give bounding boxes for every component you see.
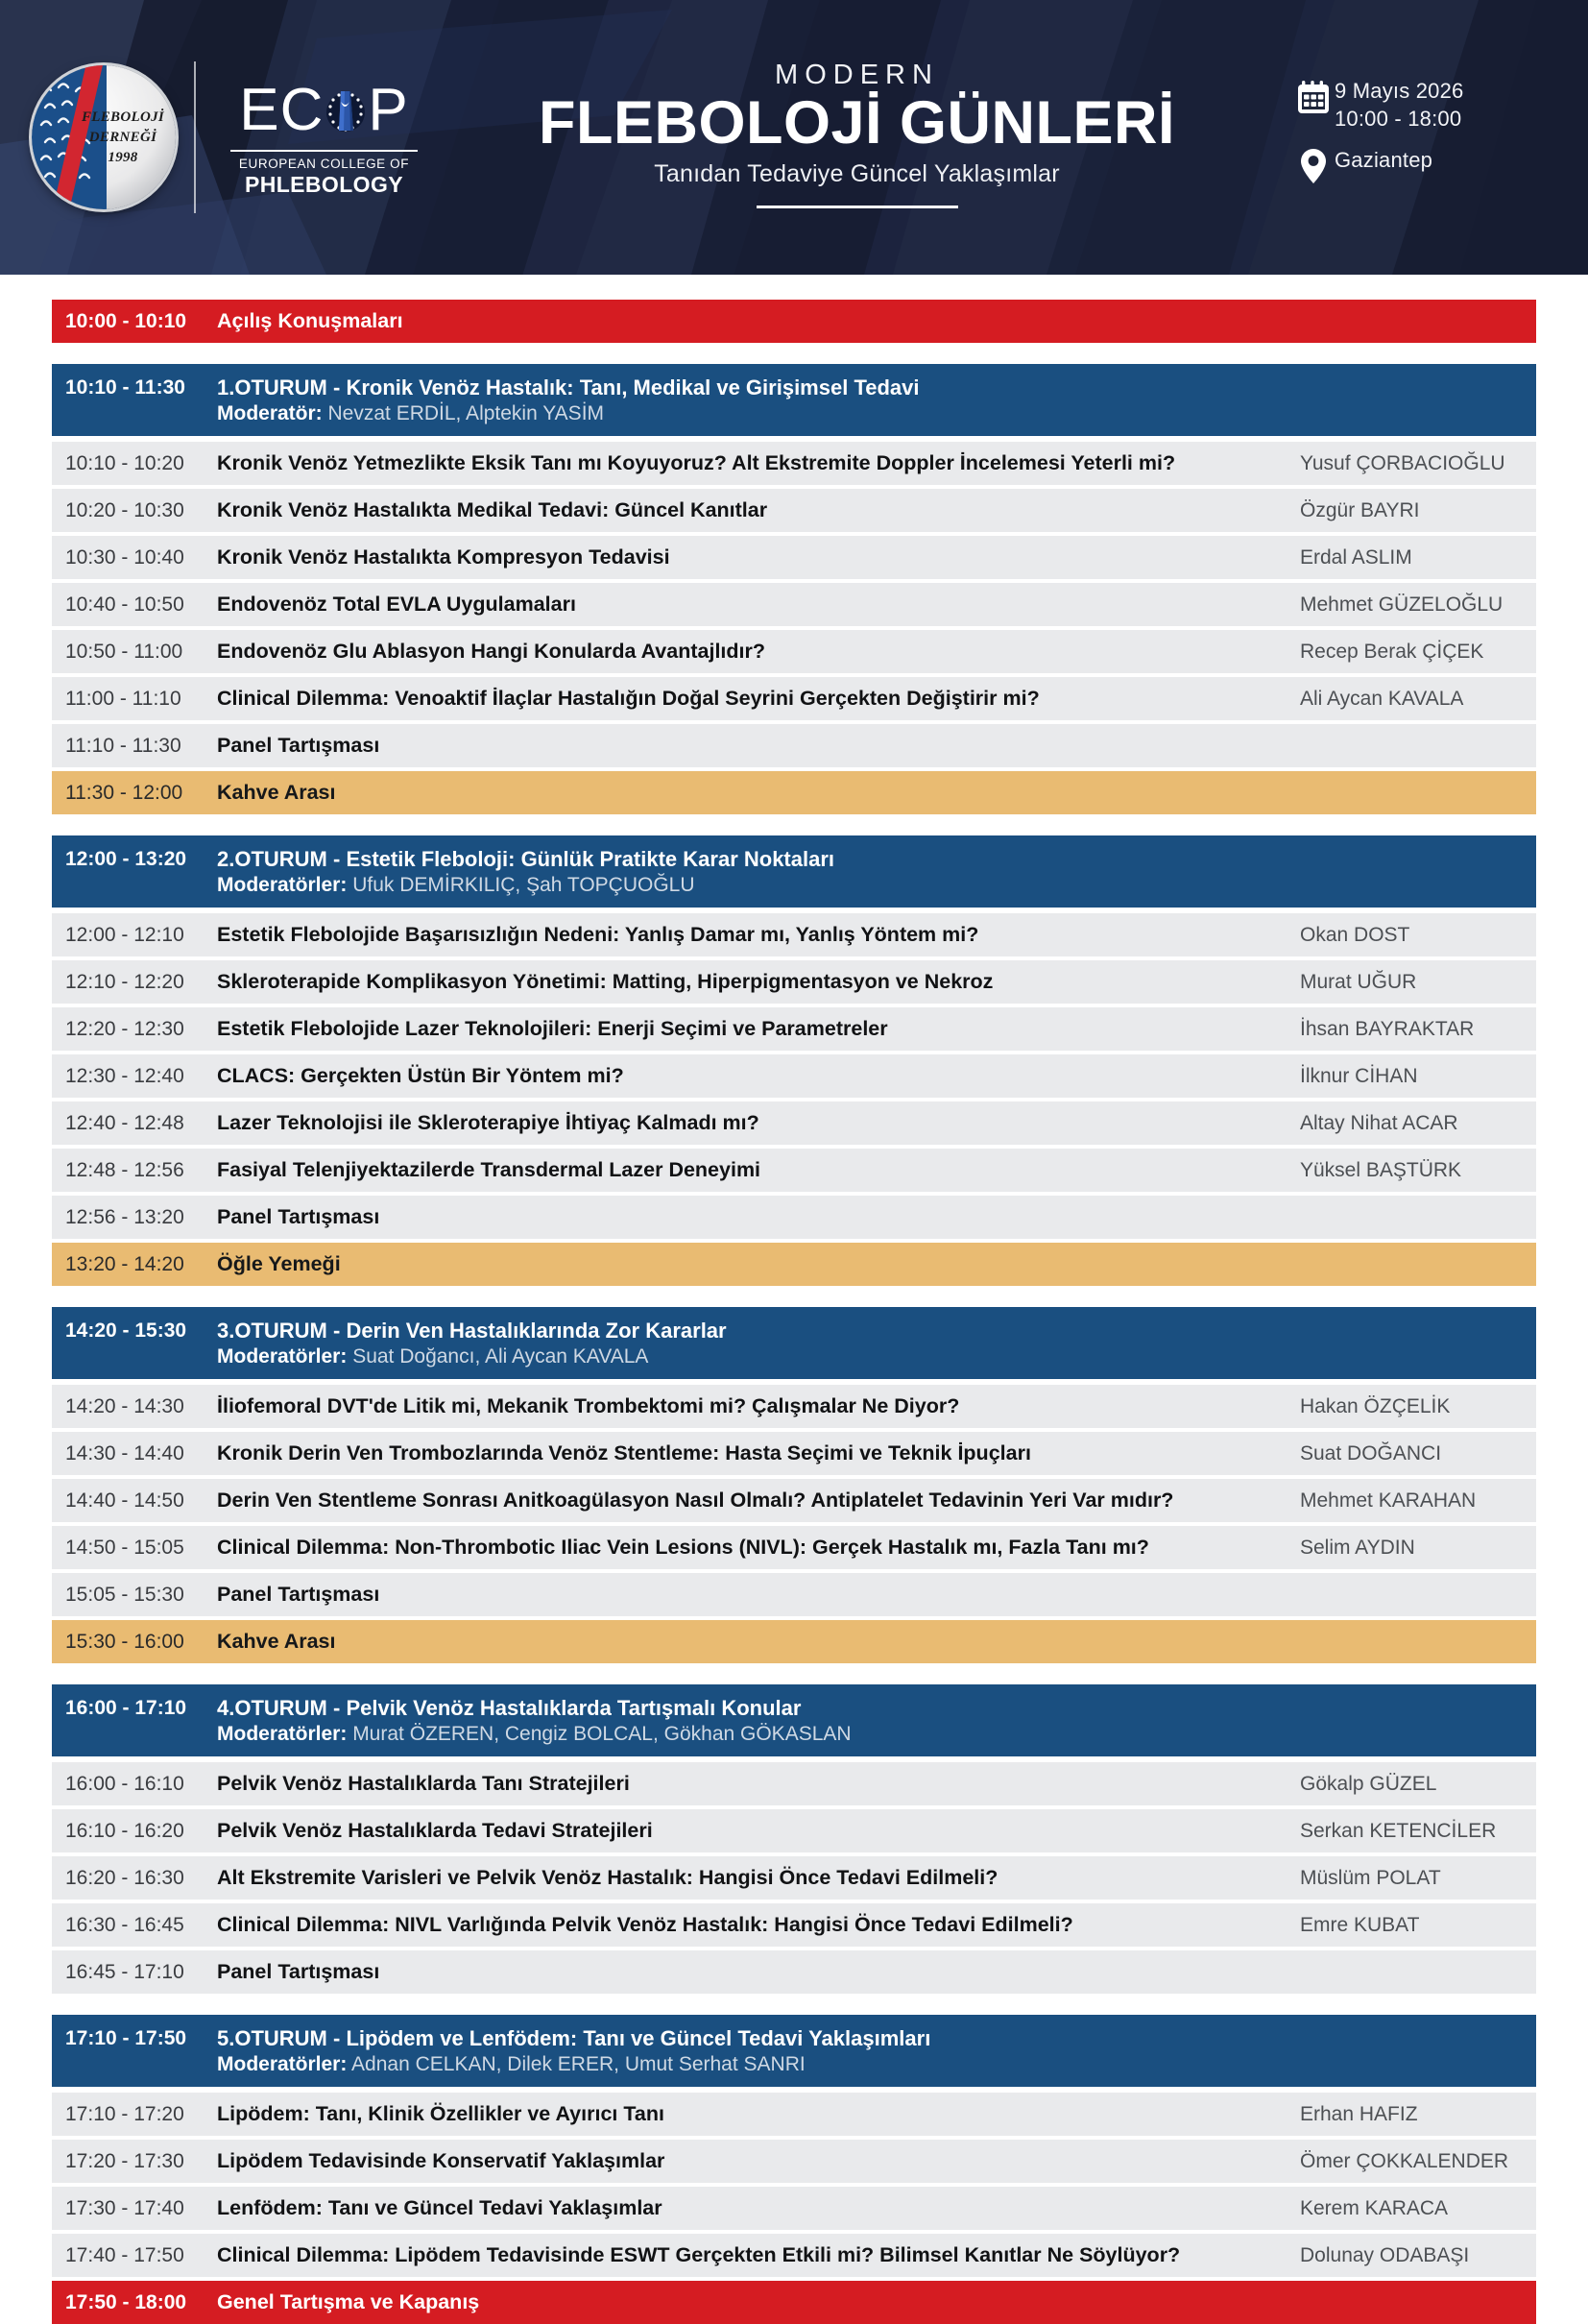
- ecp-subtitle-2: PHLEBOLOGY: [244, 172, 403, 197]
- row-title: Clinical Dilemma: Lipödem Tedavisinde ESWT Gerçekten Etkili mi? Bilimsel Kanıtlar Ne Söylüyor?: [217, 2243, 1181, 2266]
- row-time: 16:20 - 16:30: [65, 1867, 184, 1889]
- row-time: 17:10 - 17:50: [65, 2027, 187, 2049]
- row-time: 12:56 - 13:20: [65, 1206, 184, 1228]
- event-date: 9 Mayıs 2026: [1335, 79, 1464, 103]
- row-speaker: Altay Nihat ACAR: [1300, 1112, 1458, 1134]
- session-moderators: [217, 873, 1527, 898]
- row-time: 12:48 - 12:56: [65, 1159, 184, 1181]
- talk-row: [52, 1950, 1536, 1994]
- talk-row: [52, 2093, 1536, 2136]
- ecp-letters-right: P: [368, 77, 409, 143]
- moderator-label: Moderatörler:: [217, 1345, 348, 1368]
- session-name: 2.OTURUM - Estetik Fleboloji: Günlük Pratikte Karar Noktaları: [217, 847, 835, 871]
- row-time: 14:20 - 14:30: [65, 1395, 184, 1417]
- row-time: 12:20 - 12:30: [65, 1018, 184, 1040]
- row-time: 15:05 - 15:30: [65, 1584, 184, 1606]
- talk-row: [52, 489, 1536, 532]
- moderator-names: Adnan CELKAN, Dilek ERER, Umut Serhat SANRI: [347, 2053, 806, 2075]
- talk-row: [52, 960, 1536, 1004]
- row-time: 10:10 - 10:20: [65, 452, 184, 474]
- moderator-names: Nevzat ERDİL, Alptekin YASİM: [322, 402, 605, 424]
- moderator-names: Ufuk DEMİRKILIÇ, Şah TOPÇUOĞLU: [347, 874, 695, 896]
- row-speaker: Yusuf ÇORBACIOĞLU: [1300, 452, 1505, 474]
- ecp-logo: [221, 77, 427, 198]
- row-title: Panel Tartışması: [217, 1205, 380, 1228]
- row-title: [213, 364, 1536, 436]
- row-title: Öğle Yemeği: [217, 1252, 341, 1275]
- row-title: Panel Tartışması: [217, 1960, 380, 1983]
- session-header-row: [52, 835, 1536, 908]
- talk-row: [52, 724, 1536, 767]
- row-time: 12:40 - 12:48: [65, 1112, 184, 1134]
- talk-row: [52, 442, 1536, 485]
- break-row: [52, 771, 1536, 814]
- row-speaker: Gökalp GÜZEL: [1300, 1773, 1437, 1795]
- talk-row: [52, 1903, 1536, 1947]
- talk-row: [52, 2140, 1536, 2183]
- session-moderators: [217, 1722, 1527, 1747]
- row-title: Clinical Dilemma: Non-Thrombotic Iliac Vein Lesions (NIVL): Gerçek Hastalık mı, Fazla Tanı mı?: [217, 1536, 1149, 1559]
- flebology-association-logo: [17, 65, 190, 209]
- ecp-subtitle-1: EUROPEAN COLLEGE OF: [238, 157, 410, 171]
- row-title: [213, 835, 1536, 908]
- seal-line-2: DERNEĞİ: [88, 130, 157, 145]
- row-time: 17:50 - 18:00: [65, 2291, 187, 2313]
- talk-row: [52, 583, 1536, 626]
- row-speaker: [1296, 1950, 1536, 1970]
- row-time: 12:30 - 12:40: [65, 1065, 184, 1087]
- row-speaker: Murat UĞUR: [1300, 971, 1417, 993]
- row-speaker: Hakan ÖZÇELİK: [1300, 1395, 1451, 1417]
- ecp-rule: [230, 150, 418, 152]
- talk-row: [52, 1762, 1536, 1805]
- row-title: Kahve Arası: [217, 1630, 336, 1653]
- row-speaker: Müslüm POLAT: [1300, 1867, 1441, 1889]
- row-time: 10:00 - 10:10: [65, 310, 187, 332]
- row-title: CLACS: Gerçekten Üstün Bir Yöntem mi?: [217, 1064, 624, 1087]
- event-date-row: [1292, 77, 1546, 133]
- session-moderators: [217, 401, 1527, 426]
- row-speaker: Mehmet KARAHAN: [1300, 1489, 1477, 1512]
- row-title: Derin Ven Stentleme Sonrası Anitkoagülasyon Nasıl Olmalı? Antiplatelet Tedavinin Yeri Var mıdır?: [217, 1489, 1174, 1512]
- talk-row: [52, 1385, 1536, 1428]
- moderator-label: Moderatörler:: [217, 1723, 348, 1745]
- session-moderators: [217, 1344, 1527, 1369]
- session-name: 1.OTURUM - Kronik Venöz Hastalık: Tanı, Medikal ve Girişimsel Tedavi: [217, 375, 920, 399]
- row-speaker: Ömer ÇOKKALENDER: [1300, 2150, 1509, 2172]
- break-row: [52, 1620, 1536, 1663]
- row-speaker: Erdal ASLIM: [1300, 546, 1412, 569]
- session-header-row: [52, 364, 1536, 436]
- row-time: 14:20 - 15:30: [65, 1319, 187, 1342]
- row-title: Lenfödem: Tanı ve Güncel Tedavi Yaklaşımlar: [217, 2196, 662, 2219]
- row-title: [213, 1307, 1536, 1379]
- row-time: 11:30 - 12:00: [65, 782, 183, 804]
- row-time: 13:20 - 14:20: [65, 1253, 184, 1275]
- row-title: [213, 1684, 1536, 1756]
- moderator-label: Moderatör:: [217, 402, 323, 424]
- row-speaker: [1296, 1196, 1536, 1215]
- row-time: 10:20 - 10:30: [65, 499, 184, 521]
- row-speaker: Serkan KETENCİLER: [1300, 1820, 1497, 1842]
- row-title: Kronik Venöz Hastalıkta Medikal Tedavi: Güncel Kanıtlar: [217, 498, 768, 521]
- highlight-row: [52, 300, 1536, 343]
- row-time: 17:20 - 17:30: [65, 2150, 184, 2172]
- talk-row: [52, 1479, 1536, 1522]
- row-title: Estetik Flebolojide Lazer Teknolojileri: Enerji Seçimi ve Parametreler: [217, 1017, 888, 1040]
- row-speaker: [1296, 1573, 1536, 1592]
- header-divider: [194, 61, 196, 213]
- row-speaker: Mehmet GÜZELOĞLU: [1300, 593, 1504, 616]
- event-title-block: [427, 60, 1287, 216]
- row-time: 14:30 - 14:40: [65, 1442, 184, 1465]
- event-subtitle: Tanıdan Tedaviye Güncel Yaklaşımlar: [654, 159, 1060, 187]
- row-speaker: Dolunay ODABAŞI: [1300, 2244, 1470, 2266]
- row-time: 10:50 - 11:00: [65, 641, 183, 663]
- row-time: 12:00 - 12:10: [65, 924, 184, 946]
- highlight-row: [52, 2281, 1536, 2324]
- talk-row: [52, 1526, 1536, 1569]
- talk-row: [52, 1856, 1536, 1900]
- seal-line-1: FLEBOLOJİ: [81, 109, 165, 125]
- row-speaker: Ali Aycan KAVALA: [1300, 688, 1464, 710]
- talk-row: [52, 2234, 1536, 2277]
- row-time: 14:50 - 15:05: [65, 1537, 184, 1559]
- row-time: 16:00 - 16:10: [65, 1773, 184, 1795]
- moderator-names: Murat ÖZEREN, Cengiz BOLCAL, Gökhan GÖKASLAN: [347, 1723, 852, 1745]
- talk-row: [52, 536, 1536, 579]
- row-time: 11:00 - 11:10: [65, 688, 181, 710]
- talk-row: [52, 1149, 1536, 1192]
- row-time: 12:10 - 12:20: [65, 971, 184, 993]
- talk-row: [52, 630, 1536, 673]
- row-time: 16:10 - 16:20: [65, 1820, 184, 1842]
- row-title: Kronik Venöz Yetmezlikte Eksik Tanı mı Koyuyoruz? Alt Ekstremite Doppler İncelemesi Yeterli mi?: [217, 451, 1176, 474]
- row-time: 17:10 - 17:20: [65, 2103, 184, 2125]
- row-title: Clinical Dilemma: NIVL Varlığında Pelvik Venöz Hastalık: Hangisi Önce Tedavi Edilmeli?: [217, 1913, 1073, 1936]
- session-name: 3.OTURUM - Derin Ven Hastalıklarında Zor Kararlar: [217, 1319, 727, 1343]
- row-speaker: İlknur CİHAN: [1300, 1065, 1418, 1087]
- talk-row: [52, 913, 1536, 956]
- talk-row: [52, 1007, 1536, 1051]
- moderator-label: Moderatörler:: [217, 2053, 348, 2075]
- session-header-row: [52, 1307, 1536, 1379]
- row-title: Kronik Derin Ven Trombozlarında Venöz Stentleme: Hasta Seçimi ve Teknik İpuçları: [217, 1441, 1031, 1465]
- row-speaker: İhsan BAYRAKTAR: [1300, 1018, 1475, 1040]
- row-time: 15:30 - 16:00: [65, 1631, 184, 1653]
- ecp-vein-emblem-icon: [325, 81, 367, 140]
- row-time: 16:30 - 16:45: [65, 1914, 184, 1936]
- talk-row: [52, 1432, 1536, 1475]
- row-title: Endovenöz Glu Ablasyon Hangi Konularda Avantajlıdır?: [217, 640, 765, 663]
- talk-row: [52, 1196, 1536, 1239]
- event-title: FLEBOLOJİ GÜNLERİ: [538, 88, 1176, 157]
- talk-row: [52, 1809, 1536, 1852]
- row-speaker: Emre KUBAT: [1300, 1914, 1420, 1936]
- row-time: 11:10 - 11:30: [65, 735, 181, 757]
- row-speaker: Recep Berak ÇİÇEK: [1300, 641, 1484, 663]
- row-title: [213, 2015, 1536, 2087]
- row-title: Lipödem Tedavisinde Konservatif Yaklaşımlar: [217, 2149, 665, 2172]
- row-time: 10:40 - 10:50: [65, 593, 184, 616]
- talk-row: [52, 677, 1536, 720]
- row-title: Kahve Arası: [217, 781, 336, 804]
- row-speaker: Yüksel BAŞTÜRK: [1300, 1159, 1462, 1181]
- row-title: Panel Tartışması: [217, 1583, 380, 1606]
- program-schedule: [0, 275, 1588, 2324]
- row-title: Panel Tartışması: [217, 734, 380, 757]
- row-time: 10:10 - 11:30: [65, 376, 185, 399]
- session-name: 5.OTURUM - Lipödem ve Lenfödem: Tanı ve Güncel Tedavi Yaklaşımları: [217, 2026, 931, 2050]
- row-time: 17:40 - 17:50: [65, 2244, 184, 2266]
- location-pin-icon: [1292, 146, 1335, 184]
- row-speaker: Okan DOST: [1300, 924, 1410, 946]
- row-speaker: Erhan HAFIZ: [1300, 2103, 1418, 2125]
- event-meta: [1287, 77, 1546, 198]
- ecp-letters-left: EC: [239, 77, 325, 143]
- row-title: İliofemoral DVT'de Litik mi, Mekanik Trombektomi mi? Çalışmalar Ne Diyor?: [217, 1394, 960, 1417]
- row-title: Estetik Flebolojide Başarısızlığın Nedeni: Yanlış Damar mı, Yanlış Yöntem mi?: [217, 923, 979, 946]
- event-pretitle: MODERN: [775, 59, 939, 90]
- talk-row: [52, 1101, 1536, 1145]
- session-header-row: [52, 2015, 1536, 2087]
- row-speaker: Özgür BAYRI: [1300, 499, 1420, 521]
- break-row: [52, 1243, 1536, 1286]
- row-title: Genel Tartışma ve Kapanış: [217, 2290, 480, 2313]
- row-time: 16:45 - 17:10: [65, 1961, 184, 1983]
- row-title: Pelvik Venöz Hastalıklarda Tanı Stratejileri: [217, 1772, 630, 1795]
- row-title: Lazer Teknolojisi ile Skleroterapiye İhtiyaç Kalmadı mı?: [217, 1111, 759, 1134]
- row-speaker: Selim AYDIN: [1300, 1537, 1415, 1559]
- row-time: 10:30 - 10:40: [65, 546, 184, 569]
- row-speaker: Kerem KARACA: [1300, 2197, 1449, 2219]
- talk-row: [52, 1054, 1536, 1098]
- event-hours: 10:00 - 18:00: [1335, 107, 1462, 131]
- row-time: 12:00 - 13:20: [65, 848, 187, 870]
- title-underline: [757, 206, 958, 208]
- header-banner: [0, 0, 1588, 275]
- session-header-row: [52, 1684, 1536, 1756]
- row-title: Pelvik Venöz Hastalıklarda Tedavi Stratejileri: [217, 1819, 653, 1842]
- row-title: Kronik Venöz Hastalıkta Kompresyon Tedavisi: [217, 545, 670, 569]
- row-title: Skleroterapide Komplikasyon Yönetimi: Matting, Hiperpigmentasyon ve Nekroz: [217, 970, 994, 993]
- calendar-icon: [1292, 77, 1335, 115]
- row-title: Lipödem: Tanı, Klinik Özellikler ve Ayırıcı Tanı: [217, 2102, 664, 2125]
- row-title: Clinical Dilemma: Venoaktif İlaçlar Hastalığın Doğal Seyrini Gerçekten Değiştirir mi?: [217, 687, 1040, 710]
- session-name: 4.OTURUM - Pelvik Venöz Hastalıklarda Tartışmalı Konular: [217, 1696, 802, 1720]
- talk-row: [52, 1573, 1536, 1616]
- moderator-label: Moderatörler:: [217, 874, 348, 896]
- row-title: Açılış Konuşmaları: [217, 309, 403, 332]
- row-speaker: [1296, 724, 1536, 743]
- row-speaker: Suat DOĞANCI: [1300, 1442, 1442, 1465]
- event-location: Gaziantep: [1335, 148, 1433, 172]
- row-time: 16:00 - 17:10: [65, 1697, 187, 1719]
- row-time: 17:30 - 17:40: [65, 2197, 184, 2219]
- seal-line-3: 1998: [108, 150, 138, 165]
- row-title: Alt Ekstremite Varisleri ve Pelvik Venöz Hastalık: Hangisi Önce Tedavi Edilmeli?: [217, 1866, 999, 1889]
- row-title: Fasiyal Telenjiyektazilerde Transdermal Lazer Deneyimi: [217, 1158, 761, 1181]
- row-title: Endovenöz Total EVLA Uygulamaları: [217, 593, 576, 616]
- moderator-names: Suat Doğancı, Ali Aycan KAVALA: [347, 1345, 649, 1368]
- session-moderators: [217, 2052, 1527, 2077]
- row-time: 14:40 - 14:50: [65, 1489, 184, 1512]
- talk-row: [52, 2187, 1536, 2230]
- event-location-row: [1292, 146, 1546, 184]
